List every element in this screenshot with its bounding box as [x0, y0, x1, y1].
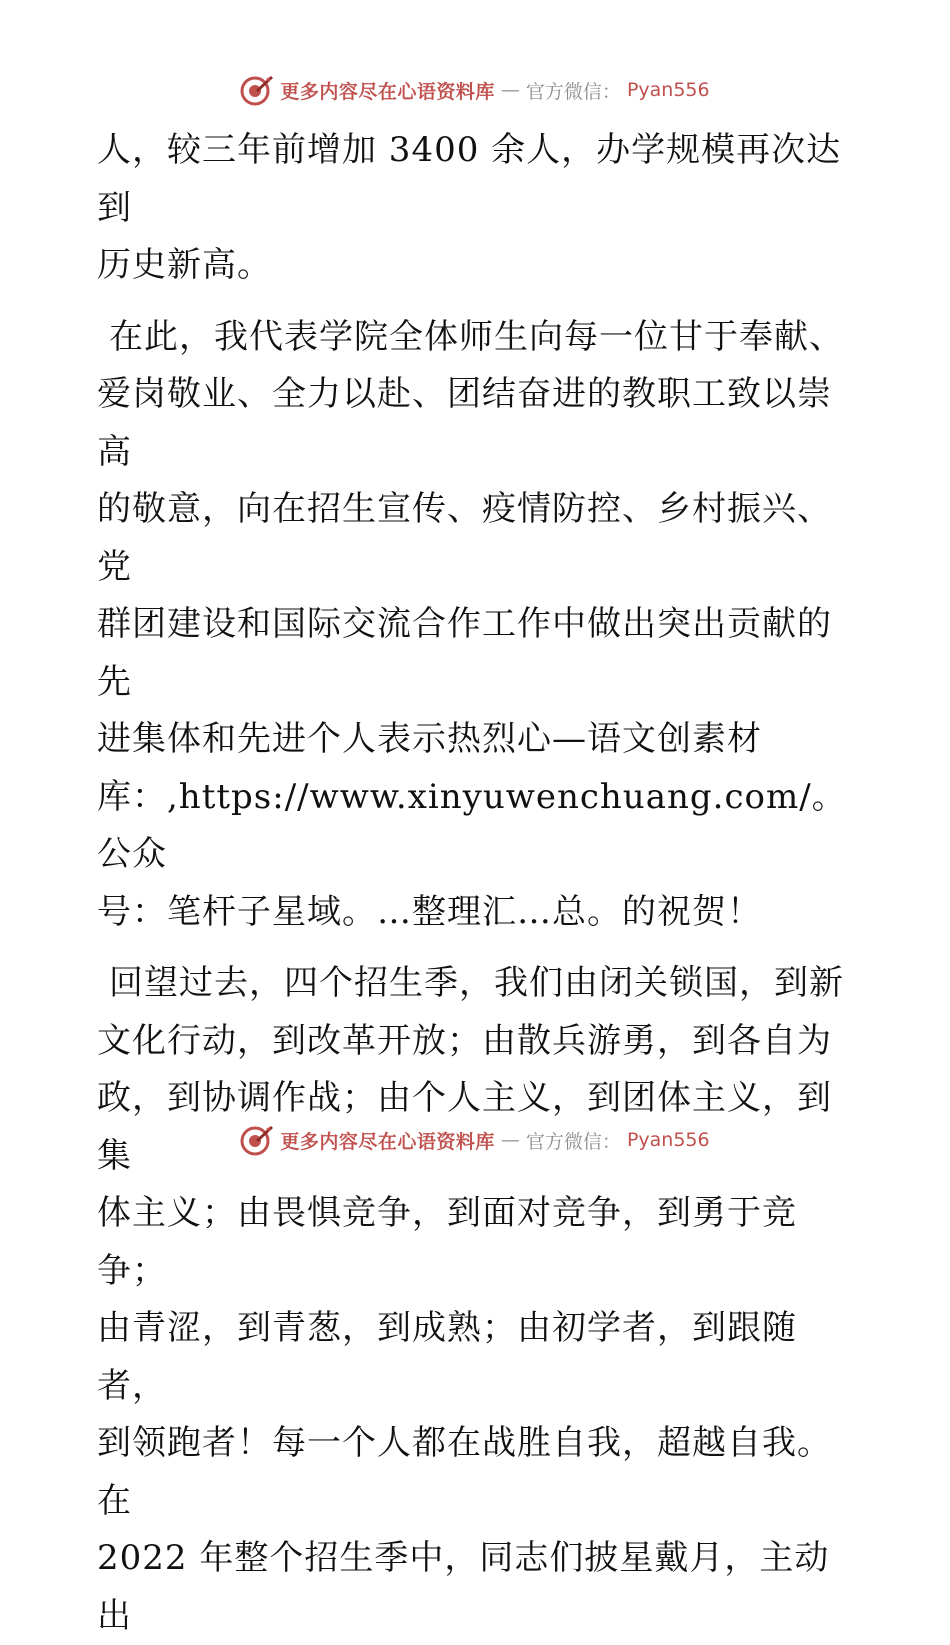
text-line: 到领跑者！每一个人都在战胜自我，超越自我。在	[97, 1423, 832, 1521]
pen-logo-icon	[240, 1123, 274, 1157]
text-line: 在此，我代表学院全体师生向每一位甘于奉献、	[109, 316, 844, 357]
text-line: 库：,https://www.xinyuwenchuang.com/。公众	[97, 776, 847, 874]
banner-title: 更多内容尽在心语资料库	[280, 80, 495, 103]
text-line: 回望过去，四个招生季，我们由闭关锁国，到新	[109, 963, 844, 1003]
text-line: 文化行动，到改革开放；由散兵游勇，到各自为	[97, 1020, 832, 1061]
paragraph-1	[97, 122, 857, 295]
banner-title: 更多内容尽在心语资料库	[280, 1130, 495, 1153]
text-line: 人，较三年前增加 3400 余人，办学规模再次达到	[97, 130, 842, 228]
text-line: 进集体和先进个人表示热烈心—语文创素材	[97, 719, 762, 759]
paragraph-3	[97, 955, 857, 1645]
banner-separator: —	[500, 79, 520, 101]
footer-banner	[0, 1120, 950, 1160]
header-banner	[0, 70, 950, 110]
text-line: 由青涩，到青葱，到成熟；由初学者，到跟随者，	[97, 1308, 797, 1406]
paragraph-2	[97, 309, 857, 942]
text-line: 2022 年整个招生季中，同志们披星戴月，主动出	[97, 1538, 830, 1636]
banner-separator: —	[500, 1129, 520, 1151]
pen-logo-icon	[240, 73, 274, 107]
text-line: 的敬意，向在招生宣传、疫情防控、乡村振兴、党	[97, 489, 832, 587]
text-line: 爱岗敬业、全力以赴、团结奋进的教职工致以崇高	[97, 374, 832, 472]
text-line: 号：笔杆子星域。…整理汇…总。的祝贺！	[97, 891, 762, 932]
text-line: 体主义；由畏惧竞争，到面对竞争，到勇于竞争；	[97, 1193, 797, 1291]
text-line: 历史新高。	[97, 245, 272, 285]
text-line: 政，到协调作战；由个人主义，到团体主义，到集	[97, 1078, 832, 1176]
banner-wechat-id: Pyan556	[626, 1129, 710, 1151]
text-line: 群团建设和国际交流合作工作中做出突出贡献的先	[97, 604, 832, 702]
banner-official-label: 官方微信：	[525, 80, 621, 103]
banner-official-label: 官方微信：	[525, 1130, 621, 1153]
document-body	[97, 122, 857, 1645]
banner-wechat-id: Pyan556	[626, 79, 710, 101]
